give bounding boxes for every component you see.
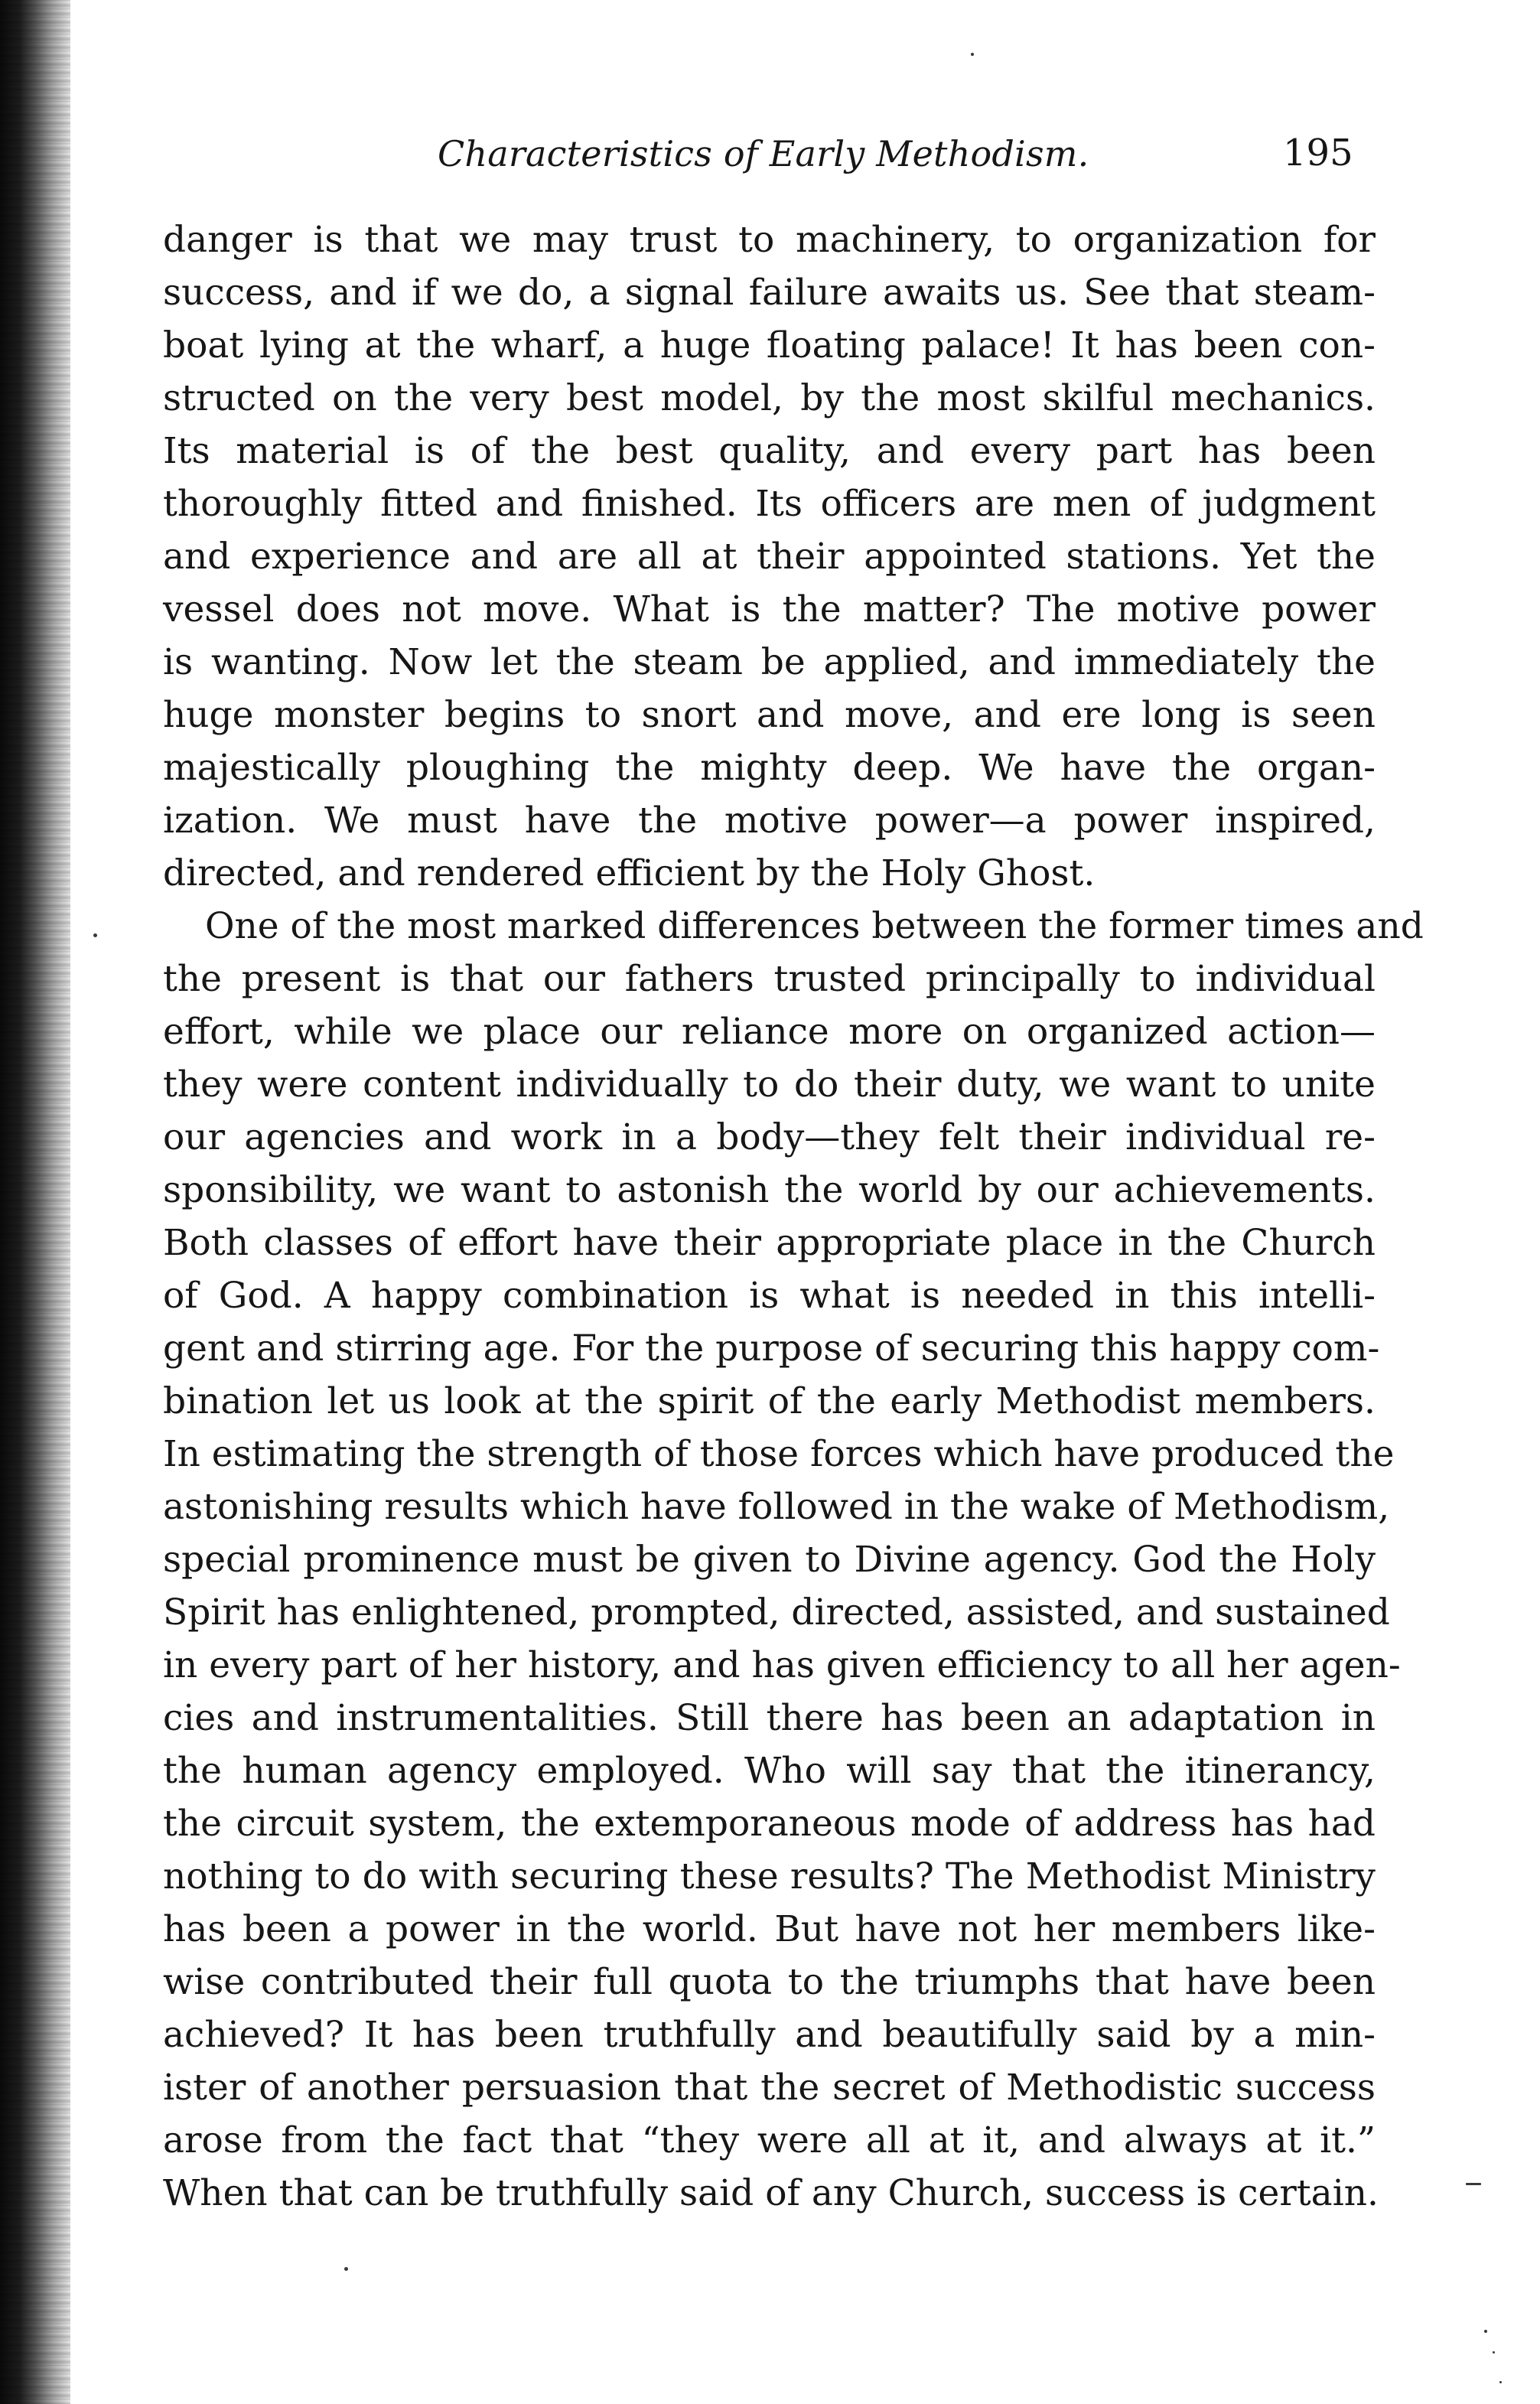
text-line: danger is that we may trust to machinery, to organization for [163, 219, 1376, 261]
text-line: of God. A happy combination is what is needed in this intelli- [163, 1275, 1376, 1317]
scan-speck [1493, 2351, 1495, 2354]
text-line: bination let us look at the spirit of the early Methodist members. [163, 1380, 1376, 1422]
scan-speck [1484, 2330, 1487, 2333]
text-line: majestically ploughing the mighty deep. We have the organ- [163, 747, 1376, 789]
book-binding-edge [0, 0, 70, 2404]
text-line: the present is that our fathers trusted principally to individual [163, 958, 1376, 1000]
page-header [0, 125, 1540, 179]
paragraph-first-line: One of the most marked differences between the former times and [205, 905, 1424, 947]
text-line: ization. We must have the motive power—a power inspired, [163, 800, 1376, 842]
text-line: sponsibility, we want to astonish the world by our achievements. [163, 1169, 1376, 1211]
text-line: ister of another persuasion that the secret of Methodistic success [163, 2067, 1376, 2109]
text-line: cies and instrumentalities. Still there has been an adaptation in [163, 1697, 1376, 1739]
text-line: achieved? It has been truthfully and beautifully said by a min- [163, 2014, 1376, 2056]
text-line: is wanting. Now let the steam be applied, and immediately the [163, 641, 1376, 683]
text-line: in every part of her history, and has given efficiency to all her agen- [163, 1644, 1401, 1686]
text-line: they were content individually to do their duty, we want to unite [163, 1064, 1376, 1106]
text-line: nothing to do with securing these results? The Methodist Ministry [163, 1855, 1376, 1897]
text-line: Spirit has enlightened, prompted, directed, assisted, and sustained [163, 1591, 1390, 1634]
text-line: In estimating the strength of those forces which have produced the [163, 1433, 1395, 1475]
text-line: success, and if we do, a signal failure awaits us. See that steam- [163, 272, 1376, 314]
scan-speck [1499, 2381, 1502, 2383]
text-line: wise contributed their full quota to the triumphs that have been [163, 1961, 1376, 2003]
paragraph-last-line: directed, and rendered efficient by the Holy Ghost. [163, 852, 1096, 894]
text-line: arose from the fact that “they were all at it, and always at it.” [163, 2119, 1376, 2161]
text-line: has been a power in the world. But have not her members like- [163, 1908, 1376, 1950]
text-line: the circuit system, the extemporaneous mode of address has had [163, 1803, 1376, 1845]
text-line: our agencies and work in a body—they felt their individual re- [163, 1116, 1376, 1158]
text-line: thoroughly fitted and finished. Its officers are men of judgment [163, 483, 1376, 525]
text-line: effort, while we place our reliance more on organized action— [163, 1011, 1376, 1053]
text-line: Its material is of the best quality, and every part has been [163, 430, 1376, 472]
text-line: boat lying at the wharf, a huge floating palace! It has been con- [163, 324, 1376, 366]
text-line: astonishing results which have followed in the wake of Methodism, [163, 1486, 1390, 1528]
text-line: special prominence must be given to Divine agency. God the Holy [163, 1539, 1376, 1581]
text-line: vessel does not move. What is the matter? The motive power [163, 588, 1376, 630]
text-line: and experience and are all at their appointed stations. Yet the [163, 536, 1376, 578]
scan-speck [971, 53, 974, 56]
paragraph-last-line: When that can be truthfully said of any Church, success is certain. [163, 2172, 1379, 2214]
scan-speck [93, 933, 97, 937]
page-number: 195 [1283, 132, 1353, 174]
body-text [163, 213, 1424, 2220]
scan-speck [1466, 2183, 1481, 2185]
text-line: the human agency employed. Who will say that the itinerancy, [163, 1750, 1376, 1792]
scan-speck [344, 2267, 348, 2271]
text-line: gent and stirring age. For the purpose of securing this happy com- [163, 1327, 1380, 1370]
text-line: structed on the very best model, by the most skilful mechanics. [163, 377, 1376, 419]
running-title: Characteristics of Early Methodism. [438, 133, 1089, 174]
text-line: Both classes of effort have their appropriate place in the Church [163, 1222, 1376, 1264]
text-line: huge monster begins to snort and move, and ere long is seen [163, 694, 1376, 736]
